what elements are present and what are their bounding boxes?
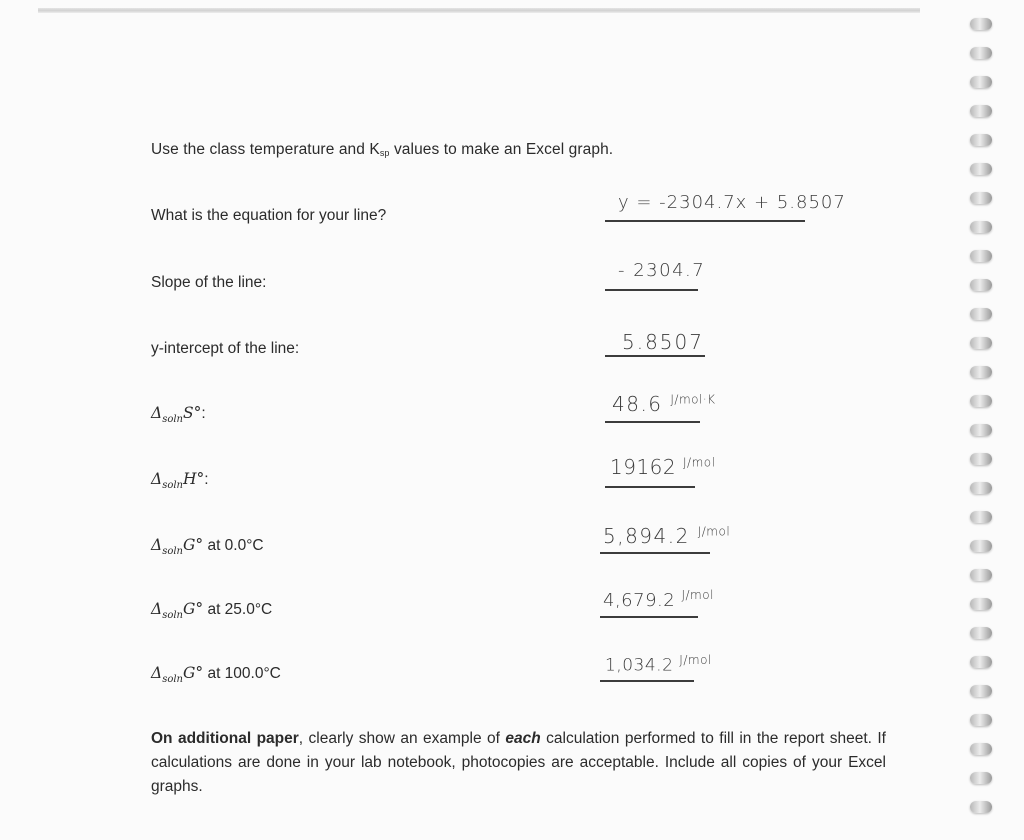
- page-top-edge: [38, 8, 920, 13]
- question-gibbs-100: $\Delta_{soln}G^\circ$ at 100.0°C: [151, 664, 281, 686]
- answer-intercept: 5.8507: [622, 330, 704, 354]
- question-equation: What is the equation for your line?: [151, 207, 387, 224]
- answer-gibbs-100: 1,034.2 $^{J/mol}$: [605, 653, 712, 676]
- question-entropy: $\Delta_{soln}S^\circ$:: [151, 404, 206, 426]
- instructions-note: On additional paper, clearly show an example of each calculation performed to fill in the report sheet. If calculations are done in your lab notebook, photocopies are acceptable. Include all copies of your Excel graphs.: [151, 730, 886, 795]
- answer-line: [600, 552, 710, 554]
- question-enthalpy: $\Delta_{soln}H^\circ$:: [151, 470, 209, 492]
- answer-enthalpy: 19162 $^{J/mol}$: [610, 455, 716, 479]
- answer-line: [600, 616, 698, 618]
- question-gibbs-0: $\Delta_{soln}G^\circ$ at 0.0°C: [151, 536, 264, 558]
- question-intercept: y-intercept of the line:: [151, 340, 300, 357]
- answer-line: [600, 680, 694, 682]
- spiral-binding: [970, 10, 1000, 840]
- answer-line: [605, 289, 698, 291]
- answer-line: [605, 220, 805, 222]
- instruction-text: Use the class temperature and $K_{sp}$ values to make an Excel graph.: [151, 141, 614, 158]
- answer-entropy: 48.6 $^{J/mol\cdot K}$: [612, 392, 716, 416]
- answer-slope: - 2304.7: [618, 260, 706, 281]
- answer-equation: y = -2304.7x + 5.8507: [618, 192, 846, 213]
- answer-line: [605, 486, 695, 488]
- answer-gibbs-0: 5,894.2 $^{J/mol}$: [603, 524, 731, 548]
- answer-line: [605, 355, 705, 357]
- answer-gibbs-25: 4,679.2 $^{J/mol}$: [603, 588, 714, 611]
- question-gibbs-25: $\Delta_{soln}G^\circ$ at 25.0°C: [151, 600, 273, 622]
- answer-line: [605, 421, 700, 423]
- question-slope: Slope of the line:: [151, 274, 267, 291]
